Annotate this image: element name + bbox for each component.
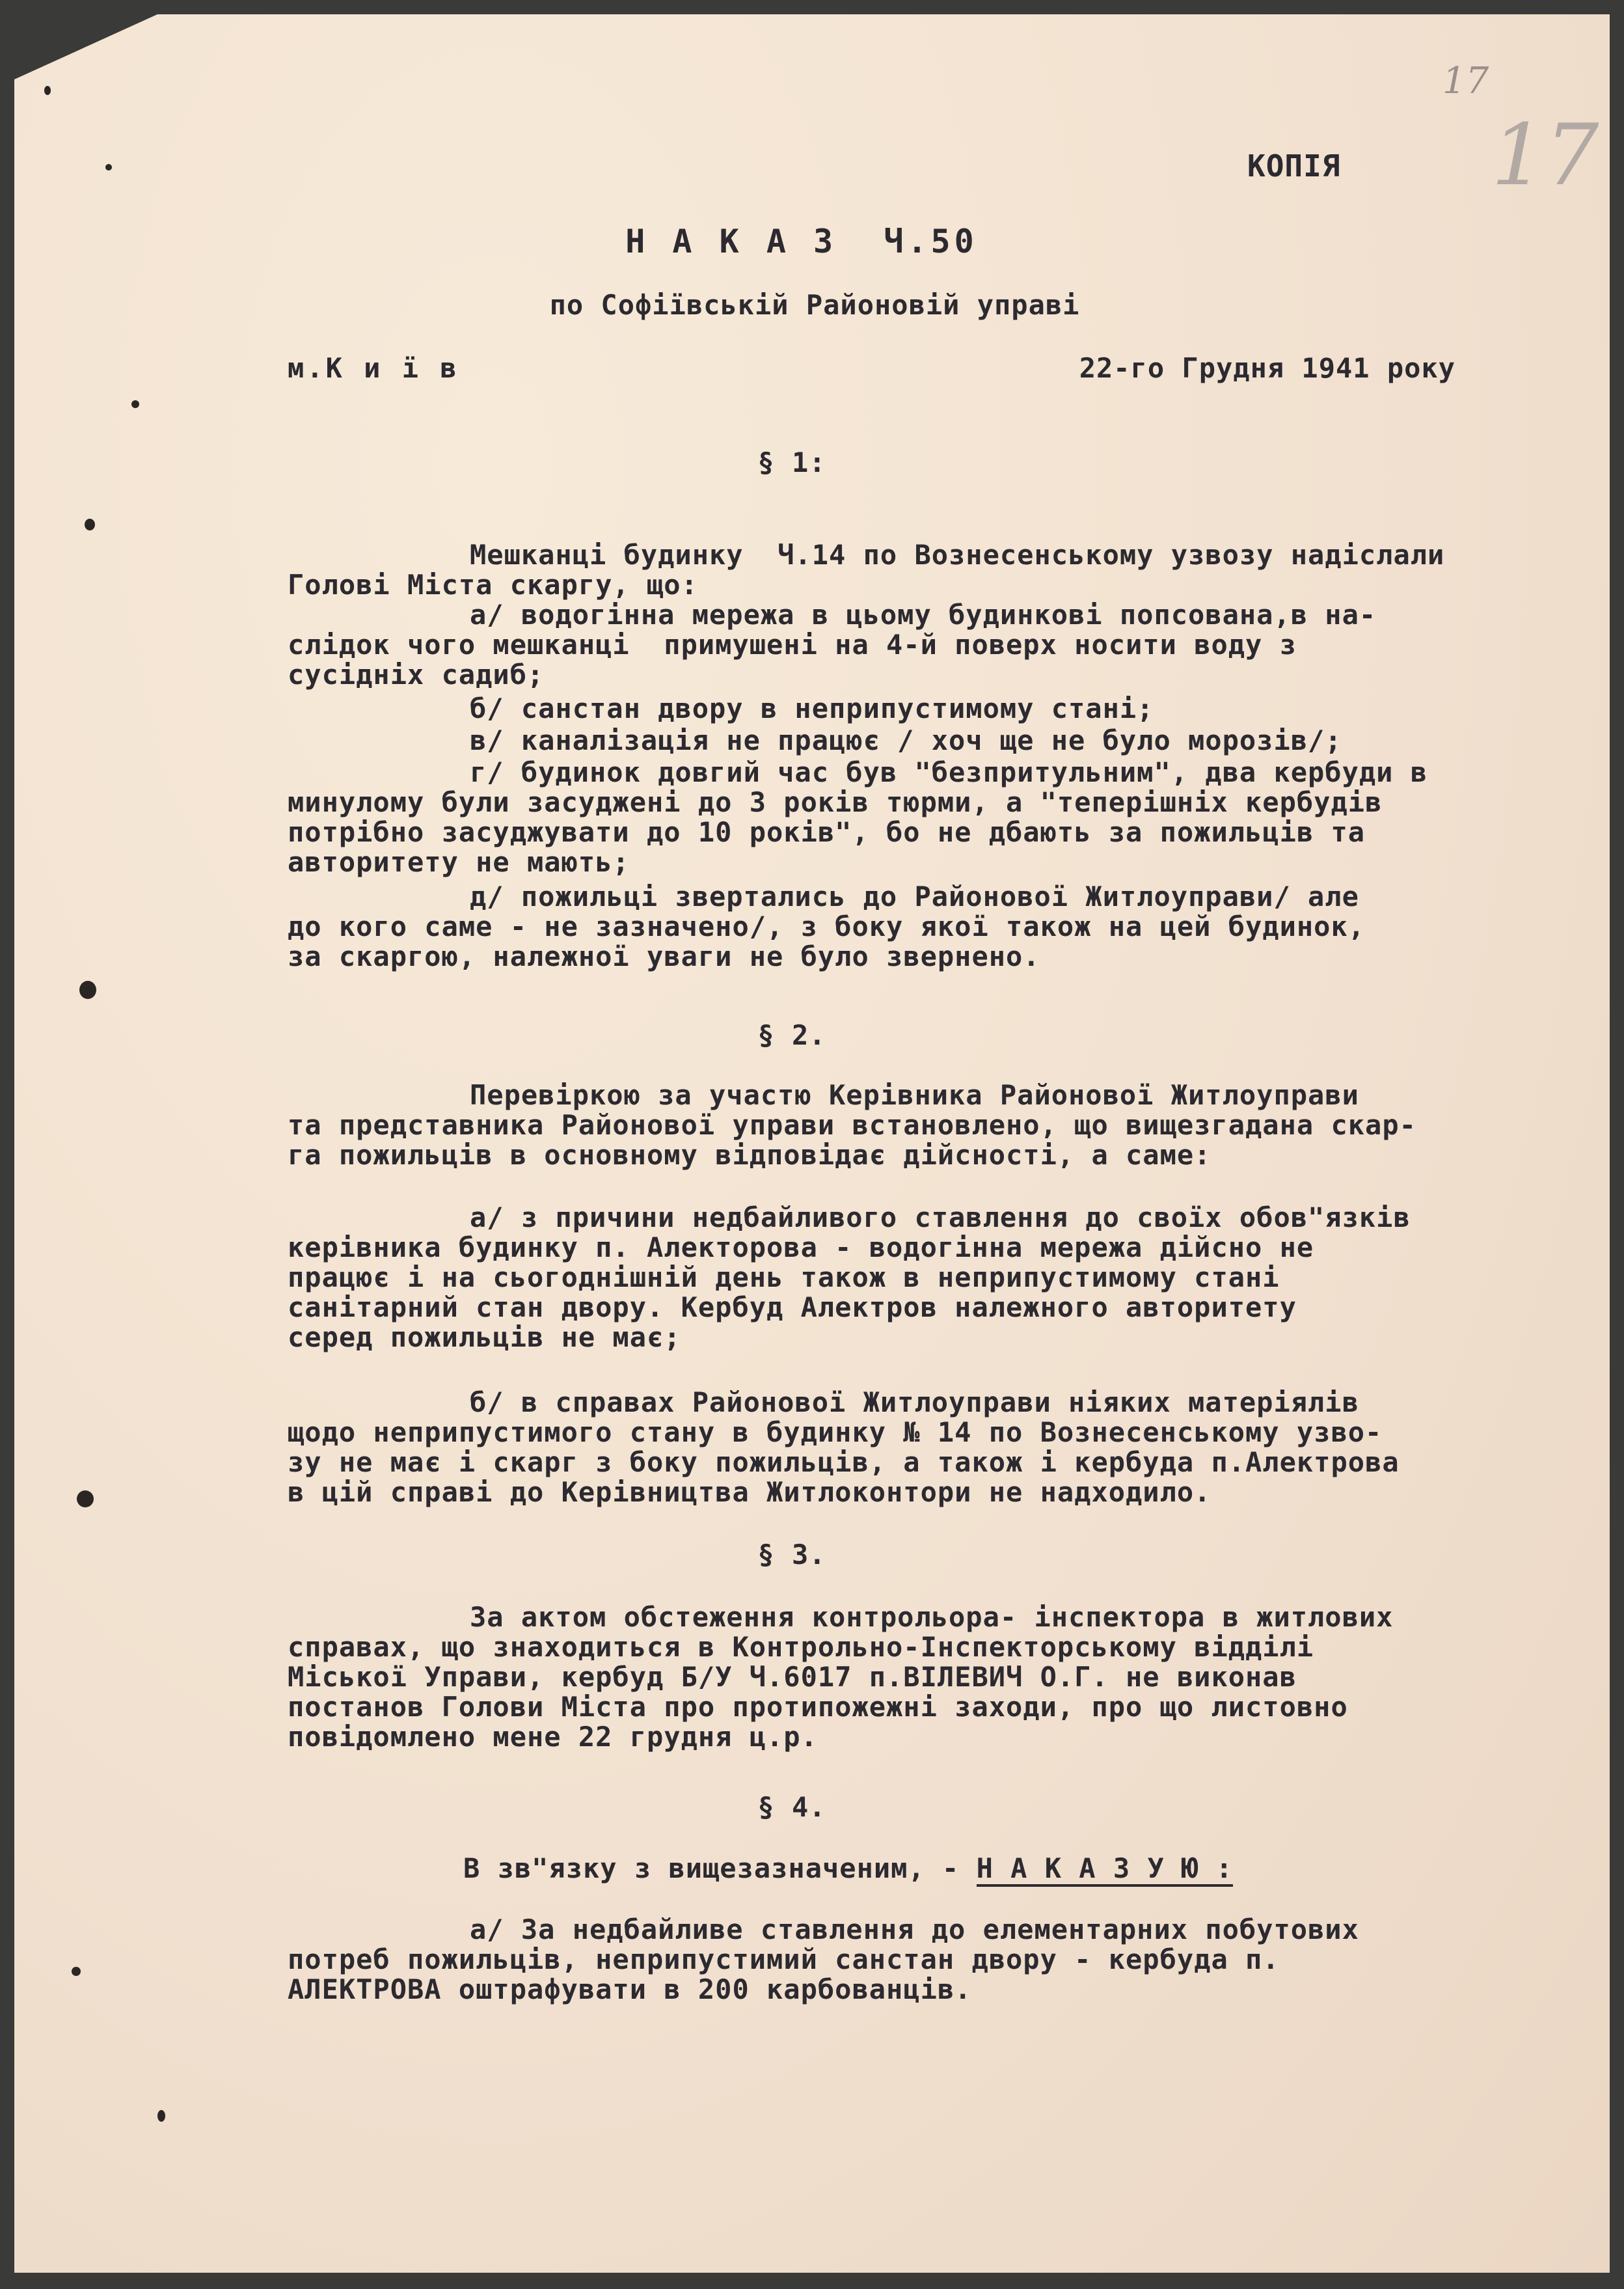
section4-line: а/ За недбайливе ставлення до елементарних побутових <box>470 1913 1359 1945</box>
section4-line: АЛЕКТРОВА оштрафувати в 200 карбованців. <box>288 1973 972 2005</box>
copy-mark: КОПІЯ <box>1247 148 1341 184</box>
section1-line: за скаргою, належної уваги не було звернено. <box>288 940 1040 972</box>
section2-line: зу не має і скарг з боку пожильців, а також і кербуда п.Алектрова <box>288 1446 1400 1478</box>
order-intro-text: В зв"язку з вищезазначеним, - <box>463 1852 977 1884</box>
punch-hole-mark <box>77 1490 94 1507</box>
archive-number-large: 17 <box>1491 105 1599 204</box>
section1-line: а/ водогінна мережа в цьому будинкові попсована,в на- <box>470 599 1377 631</box>
punch-hole-mark <box>44 86 51 95</box>
section1-line: потрібно засуджувати до 10 років", бо не дбають за пожильців та <box>288 816 1366 848</box>
punch-hole-mark <box>131 400 139 408</box>
section1-line: д/ пожильці звертались до Районової Житлоуправи/ але <box>470 881 1359 912</box>
section1-line: Мешканці будинку Ч.14 по Вознесенському узвозу надіслали <box>470 539 1445 571</box>
section1-line: б/ санстан двору в неприпустимому стані; <box>470 692 1154 724</box>
section1-line: г/ будинок довгий час був "безпритульним", два кербуди в <box>470 756 1428 788</box>
punch-hole-mark <box>85 519 95 530</box>
section1-line: авторитету не мають; <box>288 846 630 878</box>
order-word: Н А К А З У Ю : <box>977 1852 1233 1887</box>
section1-line: до кого саме - не зазначено/, з боку якої також на цей будинок, <box>288 911 1366 942</box>
section2-line: серед пожильців не має; <box>288 1321 681 1353</box>
section3-line: постанов Голови Міста про протипожежні заходи, про що листовно <box>288 1691 1348 1723</box>
section1-line: в/ каналізація не працює / хоч ще не було морозів/; <box>470 724 1342 756</box>
section3-line: За актом обстеження контрольора- інспектора в житлових <box>470 1601 1394 1633</box>
torn-corner <box>14 14 157 79</box>
section-heading-1: § 1: <box>757 446 826 478</box>
document-page <box>14 14 1610 2273</box>
section2-line: га пожильців в основному відповідає дійсності, а саме: <box>288 1139 1211 1171</box>
section1-line: сусідніх садиб; <box>288 659 545 691</box>
section2-line: та представника Районової управи встановлено, що вищезгадана скар- <box>288 1109 1416 1141</box>
section2-line: щодо неприпустимого стану в будинку № 14 по Вознесенському узво- <box>288 1416 1383 1448</box>
section3-line: повідомлено мене 22 грудня ц.р. <box>288 1721 818 1753</box>
section2-line: в цій справі до Керівництва Житлоконтори не надходило. <box>288 1476 1211 1508</box>
order-intro <box>463 1854 1233 1884</box>
section-heading-2: § 2. <box>757 1019 826 1051</box>
section3-line: Міської Управи, кербуд Б/У Ч.6017 п.ВІЛЕВИЧ О.Г. не виконав <box>288 1661 1297 1693</box>
section2-line: Перевіркою за участю Керівника Районової Житлоуправи <box>470 1079 1359 1111</box>
punch-hole-mark <box>105 164 112 171</box>
section-heading-4: § 4. <box>757 1791 826 1823</box>
section-heading-3: § 3. <box>757 1539 826 1570</box>
section3-line: справах, що знаходиться в Контрольно-Інспекторському відділі <box>288 1631 1314 1663</box>
punch-hole-mark <box>72 1967 81 1976</box>
section2-line: санітарний стан двору. Кербуд Алектров належного авторитету <box>288 1291 1297 1323</box>
document-title: Н А К А З Ч.50 <box>625 223 978 260</box>
section2-line: б/ в справах Районової Житлоуправи ніяких матеріялів <box>470 1386 1359 1418</box>
document-city: м.К и ї в <box>288 352 459 384</box>
section2-line: а/ з причини недбайливого ставлення до своїх обов"язків <box>470 1201 1411 1233</box>
section1-line: Голові Міста скаргу, що: <box>288 569 698 601</box>
section2-line: працює і на сьогоднішній день також в неприпустимому стані <box>288 1261 1280 1293</box>
punch-hole-mark <box>79 981 96 999</box>
section1-line: минулому були засуджені до 3 років тюрми, а "теперішніх кербудів <box>288 786 1383 818</box>
document-date: 22-го Грудня 1941 року <box>1079 352 1455 384</box>
section2-line: керівника будинку п. Алекторова - водогінна мережа дійсно не <box>288 1231 1314 1263</box>
punch-hole-mark <box>157 2110 165 2122</box>
section4-line: потреб пожильців, неприпустимий санстан двору - кербуда п. <box>288 1943 1280 1975</box>
section1-line: слідок чого мешканці примушені на 4-й поверх носити воду з <box>288 629 1297 661</box>
archive-number-small: 17 <box>1442 60 1489 102</box>
document-subtitle: по Софіївській Районовій управі <box>549 289 1080 321</box>
